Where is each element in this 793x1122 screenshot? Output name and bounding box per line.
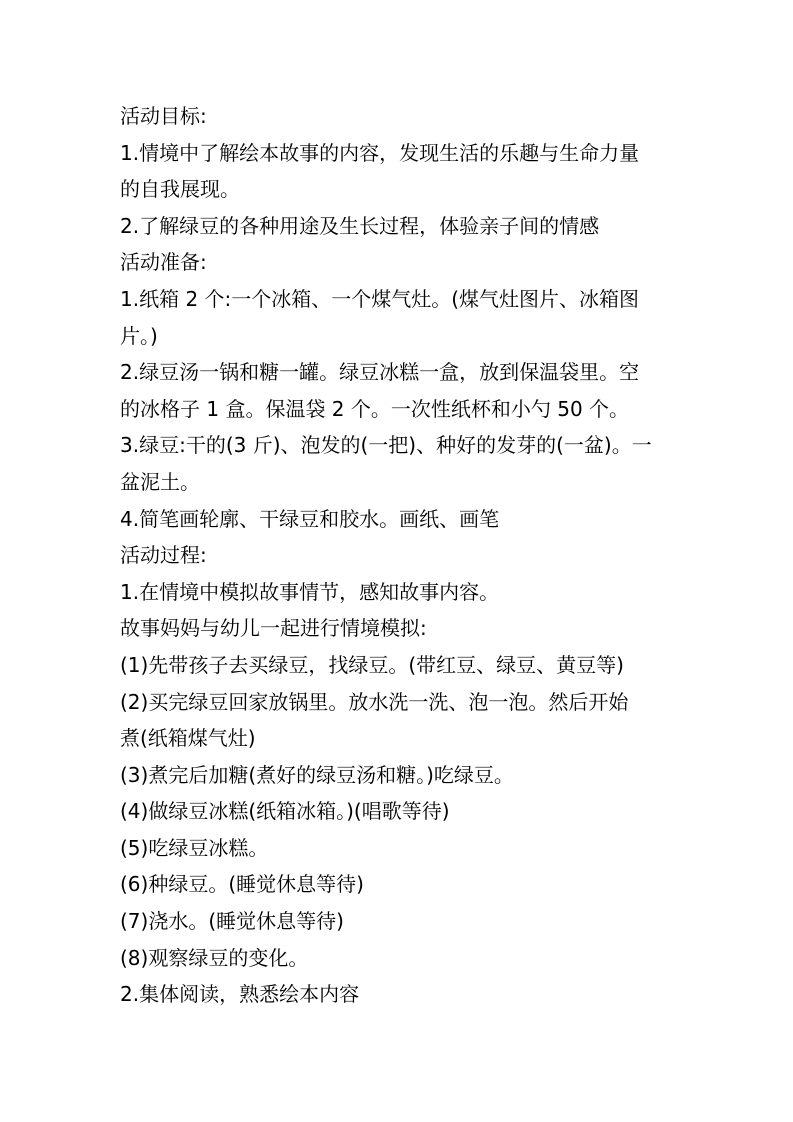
document-body	[120, 98, 680, 1013]
list-item: 煮(纸箱煤气灶)	[120, 726, 256, 751]
list-item: (1)先带孩子去买绿豆，找绿豆。(带红豆、绿豆、黄豆等)	[120, 652, 624, 677]
section-heading-goals: 活动目标:	[120, 104, 207, 128]
paragraph-line: 1.在情境中模拟故事情节，感知故事内容。	[120, 579, 500, 604]
paragraph-line: 2.绿豆汤一锅和糖一罐。绿豆冰糕一盒，放到保温袋里。空	[120, 360, 640, 385]
paragraph-line: 4.简笔画轮廓、干绿豆和胶水。画纸、画笔	[120, 506, 500, 531]
list-item: (4)做绿豆冰糕(纸箱冰箱。)(唱歌等待)	[120, 799, 450, 824]
list-item: (2)买完绿豆回家放锅里。放水洗一洗、泡一泡。然后开始	[120, 689, 629, 714]
paragraph-line: 的自我展现。	[120, 177, 240, 202]
paragraph-line: 的冰格子 1 盒。保温袋 2 个。一次性纸杯和小勺 50 个。	[120, 396, 630, 421]
list-item: (7)浇水。(睡觉休息等待)	[120, 909, 344, 934]
paragraph-line: 3.绿豆:干的(3 斤)、泡发的(一把)、种好的发芽的(一盆)。一	[120, 433, 652, 458]
list-item: (8)观察绿豆的变化。	[120, 945, 309, 970]
paragraph-line: 故事妈妈与幼儿一起进行情境模拟:	[120, 616, 427, 641]
list-item: (3)煮完后加糖(煮好的绿豆汤和糖。)吃绿豆。	[120, 762, 514, 787]
list-item: (6)种绿豆。(睡觉休息等待)	[120, 872, 364, 897]
paragraph-line: 2.集体阅读，熟悉绘本内容	[120, 982, 360, 1007]
paragraph-line: 1.纸箱 2 个:一个冰箱、一个煤气灶。(煤气灶图片、冰箱图	[120, 286, 640, 311]
section-heading-preparation: 活动准备:	[120, 250, 207, 275]
paragraph-line: 2.了解绿豆的各种用途及生长过程，体验亲子间的情感	[120, 213, 600, 238]
list-item: (5)吃绿豆冰糕。	[120, 835, 269, 860]
paragraph-line: 1.情境中了解绘本故事的内容，发现生活的乐趣与生命力量	[120, 140, 640, 165]
paragraph-line: 片。)	[120, 323, 158, 348]
paragraph-line: 盆泥土。	[120, 469, 200, 494]
section-heading-process: 活动过程:	[120, 543, 207, 568]
